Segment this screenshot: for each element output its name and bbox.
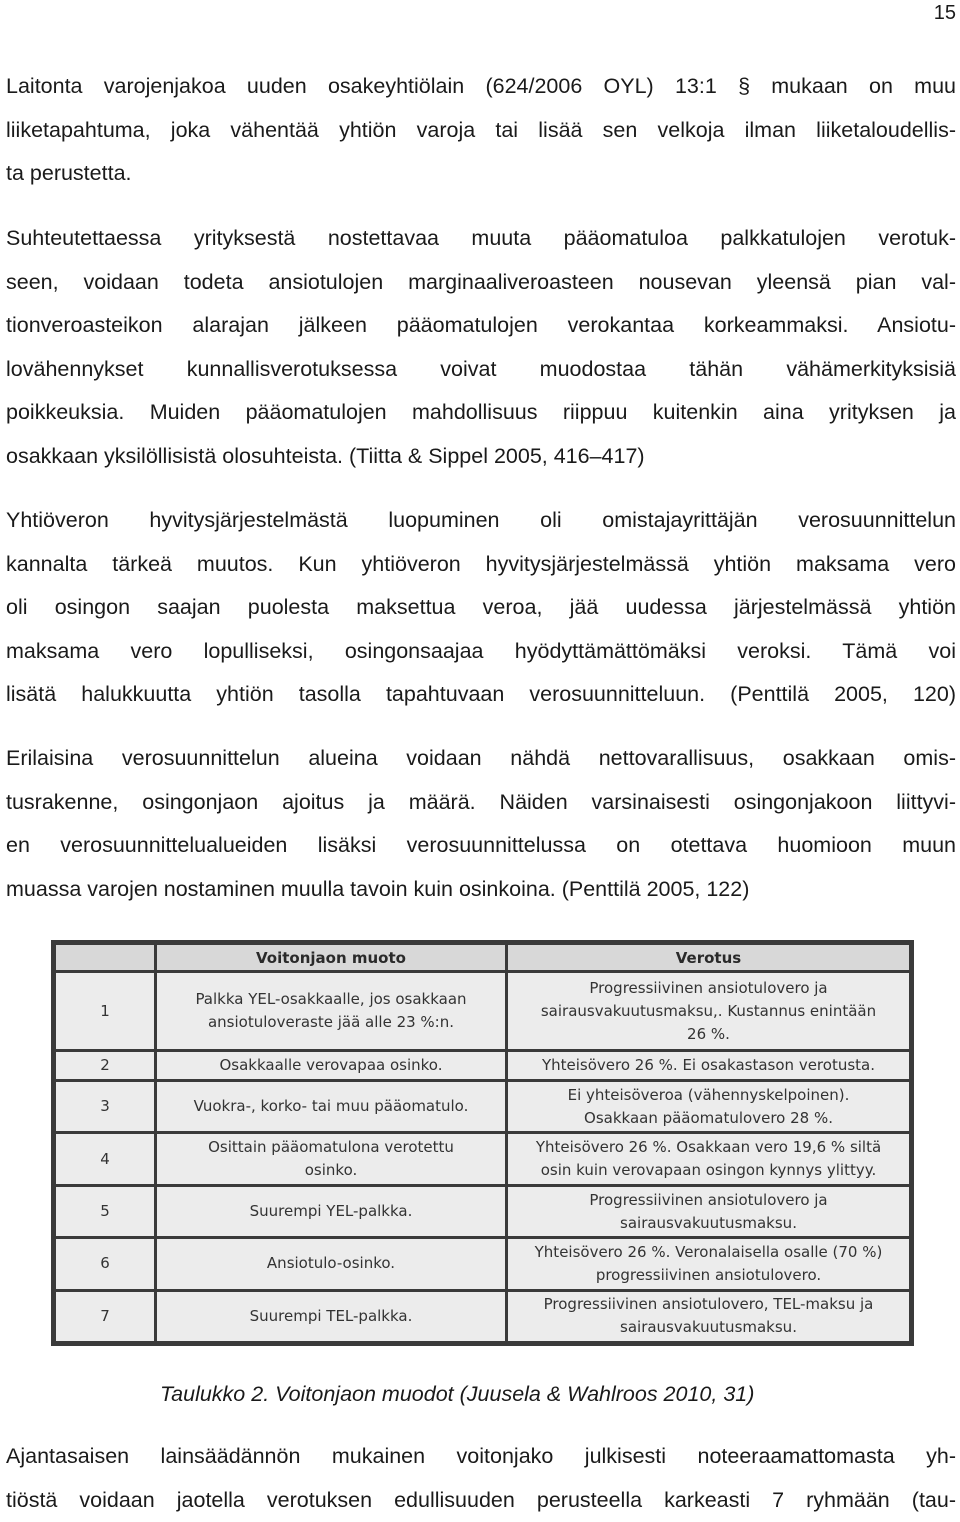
text-line: Yhtiöveron hyvitysjärjestelmästä luopuminen oli omistajayrittäjän verosuunnittelun xyxy=(6,508,956,532)
taxation: Ei yhteisöveroa (vähennyskelpoinen). Osakkaan pääomatulovero 28 %. xyxy=(508,1082,909,1131)
text-line: Ajantasaisen lainsäädännön mukainen voitonjako julkisesti noteeraamattomasta yh- xyxy=(6,1444,956,1468)
profit-distribution-table xyxy=(51,940,914,1346)
table-row xyxy=(56,1052,909,1079)
row-number: 2 xyxy=(56,1052,154,1079)
taxation: Progressiivinen ansiotulovero, TEL-maksu ja sairausvakuutusmaksu. xyxy=(508,1292,909,1341)
text-line: ta perustetta. xyxy=(6,161,132,186)
taxation: Yhteisövero 26 %. Veronalaisella osalle (70 %) progressiivinen ansiotulovero. xyxy=(508,1239,909,1288)
text-line: maksama vero lopulliseksi, osingonsaajaa hyödyttämättömäksi veroksi. Tämä voi xyxy=(6,638,956,663)
taxation: Yhteisövero 26 %. Ei osakastason verotusta. xyxy=(508,1052,909,1079)
text-line: Laitonta varojenjakoa uuden osakeyhtiölain (624/2006 OYL) 13:1 § mukaan on muu xyxy=(6,74,956,98)
paragraph-5 xyxy=(6,1435,956,1522)
row-number: 6 xyxy=(56,1239,154,1288)
distribution-form: Osakkaalle verovapaa osinko. xyxy=(157,1052,505,1079)
text-line: kannalta tärkeä muutos. Kun yhtiöveron hyvitysjärjestelmässä yhtiön maksama vero xyxy=(6,551,956,576)
table-caption: Taulukko 2. Voitonjaon muodot (Juusela & Wahlroos 2010, 31) xyxy=(160,1382,755,1406)
text-line: tusrakenne, osingonjaon ajoitus ja määrä. Näiden varsinaisesti osingonjakoon liittyvi- xyxy=(6,789,956,814)
table-row xyxy=(56,1187,909,1236)
text-line: en verosuunnittelualueiden lisäksi verosuunnittelussa on otettava huomioon muun xyxy=(6,833,956,858)
text-line: lovähennykset kunnallisverotuksessa voivat muodostaa tähän vähämerkityksisiä xyxy=(6,356,956,381)
distribution-form: Vuokra-, korko- tai muu pääomatulo. xyxy=(157,1082,505,1131)
text-line: Suhteutettaessa yrityksestä nostettavaa muuta pääomatuloa palkkatulojen verotuk- xyxy=(6,226,956,250)
table-row xyxy=(56,1082,909,1131)
distribution-form: Palkka YEL-osakkaalle, jos osakkaan ansiotuloveraste jää alle 23 %:n. xyxy=(157,973,505,1049)
table-row xyxy=(56,1292,909,1341)
distribution-form: Suurempi TEL-palkka. xyxy=(157,1292,505,1341)
table-row xyxy=(56,1239,909,1288)
paragraph-1 xyxy=(6,65,956,196)
paragraph-4 xyxy=(6,737,956,911)
paragraph-2 xyxy=(6,217,956,479)
row-number: 5 xyxy=(56,1187,154,1236)
header-taxation: Verotus xyxy=(508,945,909,970)
taxation: Yhteisövero 26 %. Osakkaan vero 19,6 % siltä osin kuin verovapaan osingon kynnys ylittyy. xyxy=(508,1134,909,1183)
text-line: osakkaan yksilöllisistä olosuhteista. (Tiitta & Sippel 2005, 416–417) xyxy=(6,443,645,468)
text-line: lisätä halukkuutta yhtiön tasolla tapahtuvaan verosuunnitteluun. (Penttilä 2005, 120) xyxy=(6,682,956,707)
table-header-row xyxy=(56,945,909,970)
text-line: muassa varojen nostaminen muulla tavoin kuin osinkoina. (Penttilä 2005, 122) xyxy=(6,876,750,901)
text-line: seen, voidaan todeta ansiotulojen marginaaliveroasteen nousevan yleensä pian val- xyxy=(6,269,956,294)
text-line: Erilaisina verosuunnittelun alueina voidaan nähdä nettovarallisuus, osakkaan omis- xyxy=(6,746,956,770)
text-line: oli osingon saajan puolesta maksettua veroa, jää uudessa järjestelmässä yhtiön xyxy=(6,595,956,620)
paragraph-3 xyxy=(6,499,956,717)
table-row xyxy=(56,973,909,1049)
row-number: 7 xyxy=(56,1292,154,1341)
row-number: 1 xyxy=(56,973,154,1049)
taxation: Progressiivinen ansiotulovero ja sairausvakuutusmaksu. xyxy=(508,1187,909,1236)
distribution-form: Osittain pääomatulona verotettu osinko. xyxy=(157,1134,505,1183)
text-line: tiöstä voidaan jaotella verotuksen edullisuuden perusteella karkeasti 7 ryhmään (tau- xyxy=(6,1487,956,1512)
distribution-form: Ansiotulo-osinko. xyxy=(157,1239,505,1288)
header-form: Voitonjaon muoto xyxy=(157,945,505,970)
distribution-form: Suurempi YEL-palkka. xyxy=(157,1187,505,1236)
table xyxy=(53,942,912,1344)
text-line: tionveroasteikon alarajan jälkeen pääomatulojen verokantaa korkeammaksi. Ansiotu- xyxy=(6,313,956,338)
header-number xyxy=(56,945,154,970)
row-number: 3 xyxy=(56,1082,154,1131)
text-line: poikkeuksia. Muiden pääomatulojen mahdollisuus riippuu kuitenkin aina yrityksen ja xyxy=(6,400,956,425)
text-line: liiketapahtuma, joka vähentää yhtiön varoja tai lisää sen velkoja ilman liiketaloudellis- xyxy=(6,117,956,142)
page-number: 15 xyxy=(933,2,956,24)
table-row xyxy=(56,1134,909,1183)
row-number: 4 xyxy=(56,1134,154,1183)
taxation: Progressiivinen ansiotulovero ja sairausvakuutusmaksu,. Kustannus enintään 26 %. xyxy=(508,973,909,1049)
